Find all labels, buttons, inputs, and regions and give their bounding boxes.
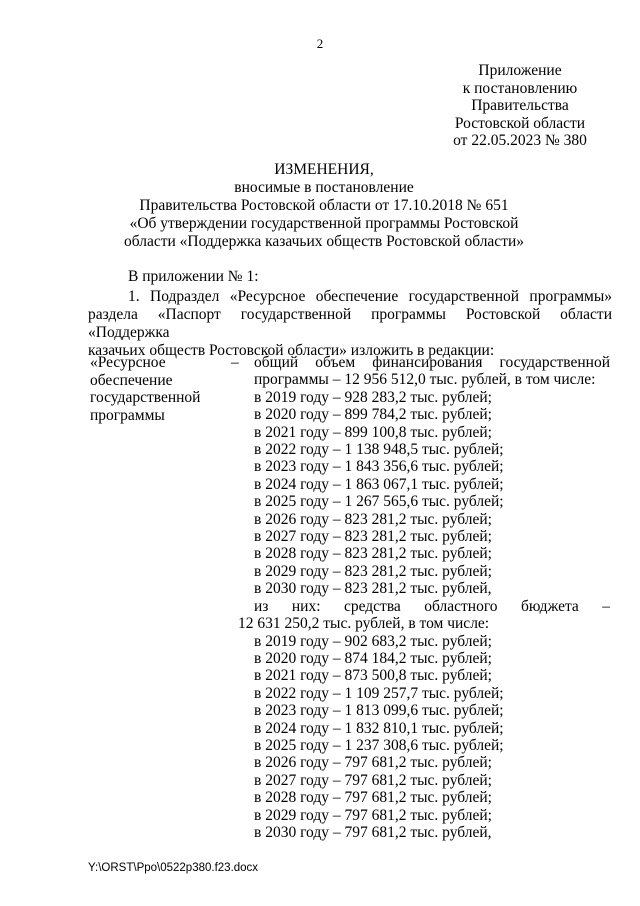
total-years-list <box>254 389 610 598</box>
regional-years-list <box>254 633 610 842</box>
paragraph-line: раздела «Паспорт государственной программы Ростовской области «Поддержка <box>88 306 612 341</box>
year-funding-line: в 2023 году – 1 843 356,6 тыс. рублей; <box>254 458 504 476</box>
year-funding-line: в 2023 году – 1 813 099,6 тыс. рублей; <box>254 702 504 720</box>
total-line: программы – 12 956 512,0 тыс. рублей, в том числе: <box>254 371 596 389</box>
year-funding-line: в 2022 году – 1 138 948,5 тыс. рублей; <box>254 441 504 459</box>
year-funding-line: в 2028 году – 823 281,2 тыс. рублей; <box>254 545 492 563</box>
separator-dash: – <box>231 354 239 371</box>
resource-label-line: государственной <box>90 389 201 406</box>
title-line: вносимые в постановление <box>234 179 414 196</box>
year-funding-line: в 2026 году – 797 681,2 тыс. рублей; <box>254 754 492 772</box>
intro-text: В приложении № 1: <box>128 268 259 285</box>
year-funding-line: в 2028 году – 797 681,2 тыс. рублей; <box>254 789 492 807</box>
year-funding-line: в 2026 году – 823 281,2 тыс. рублей; <box>254 510 492 528</box>
appendix-line: Правительства <box>471 97 569 114</box>
appendix-line: Приложение <box>478 62 562 79</box>
year-funding-line: в 2021 году – 899 100,8 тыс. рублей; <box>254 423 492 441</box>
title-line: ИЗМЕНЕНИЯ, <box>274 161 374 178</box>
year-funding-line: в 2022 году – 1 109 257,7 тыс. рублей; <box>254 684 504 702</box>
total-line: общий объем финансирования государственной <box>254 354 610 371</box>
title-line: «Об утверждении государственной программы Ростовской <box>129 215 519 232</box>
resource-label <box>90 354 250 424</box>
paragraph-line: 1. Подраздел «Ресурсное обеспечение государственной программы» <box>128 288 612 305</box>
paragraph-line: казачьих обществ Ростовской области» изложить в редакции: <box>88 342 495 359</box>
title-line: области «Поддержка казачьих обществ Ростовской области» <box>123 233 525 250</box>
resource-values <box>238 354 610 841</box>
file-path-footer: Y:\ORST\Ppo\0522p380.f23.docx <box>88 862 259 874</box>
resource-label-line: «Ресурсное <box>90 354 166 371</box>
year-funding-line: в 2030 году – 797 681,2 тыс. рублей, <box>254 823 492 841</box>
resource-label-line: программы <box>90 406 165 424</box>
year-funding-line: в 2029 году – 823 281,2 тыс. рублей; <box>254 562 492 580</box>
appendix-line: к постановлению <box>462 79 578 97</box>
year-funding-line: в 2021 году – 873 500,8 тыс. рублей; <box>254 667 492 685</box>
year-funding-line: в 2027 году – 823 281,2 тыс. рублей; <box>254 528 492 546</box>
year-funding-line: в 2020 году – 899 784,2 тыс. рублей; <box>254 406 492 424</box>
year-funding-line: в 2025 году – 1 237 308,6 тыс. рублей; <box>254 736 504 754</box>
year-funding-line: в 2020 году – 874 184,2 тыс. рублей; <box>254 649 492 667</box>
resource-label-line: обеспечение <box>90 371 173 389</box>
regional-total: 12 631 250,2 тыс. рублей, в том числе: <box>238 615 490 633</box>
year-funding-line: в 2030 году – 823 281,2 тыс. рублей, <box>254 580 492 598</box>
year-funding-line: в 2024 году – 1 832 810,1 тыс. рублей; <box>254 719 504 737</box>
year-funding-line: в 2025 году – 1 267 565,6 тыс. рублей; <box>254 493 504 511</box>
appendix-line: от 22.05.2023 № 380 <box>453 132 587 149</box>
year-funding-line: в 2019 году – 928 283,2 тыс. рублей; <box>254 388 492 406</box>
year-funding-line: в 2027 году – 797 681,2 тыс. рублей; <box>254 771 492 789</box>
year-funding-line: в 2019 году – 902 683,2 тыс. рублей; <box>254 632 492 650</box>
paragraph-1 <box>88 288 612 360</box>
appendix-line: Ростовской области <box>454 114 586 132</box>
regional-intro: из них: средства областного бюджета – <box>254 597 610 615</box>
year-funding-line: в 2029 году – 797 681,2 тыс. рублей; <box>254 806 492 824</box>
document-title <box>60 161 588 251</box>
title-line: Правительства Ростовской области от 17.10.2018 № 651 <box>139 197 509 214</box>
appendix-header <box>430 62 610 150</box>
page-number: 2 <box>316 36 324 51</box>
year-funding-line: в 2024 году – 1 863 067,1 тыс. рублей; <box>254 475 504 493</box>
